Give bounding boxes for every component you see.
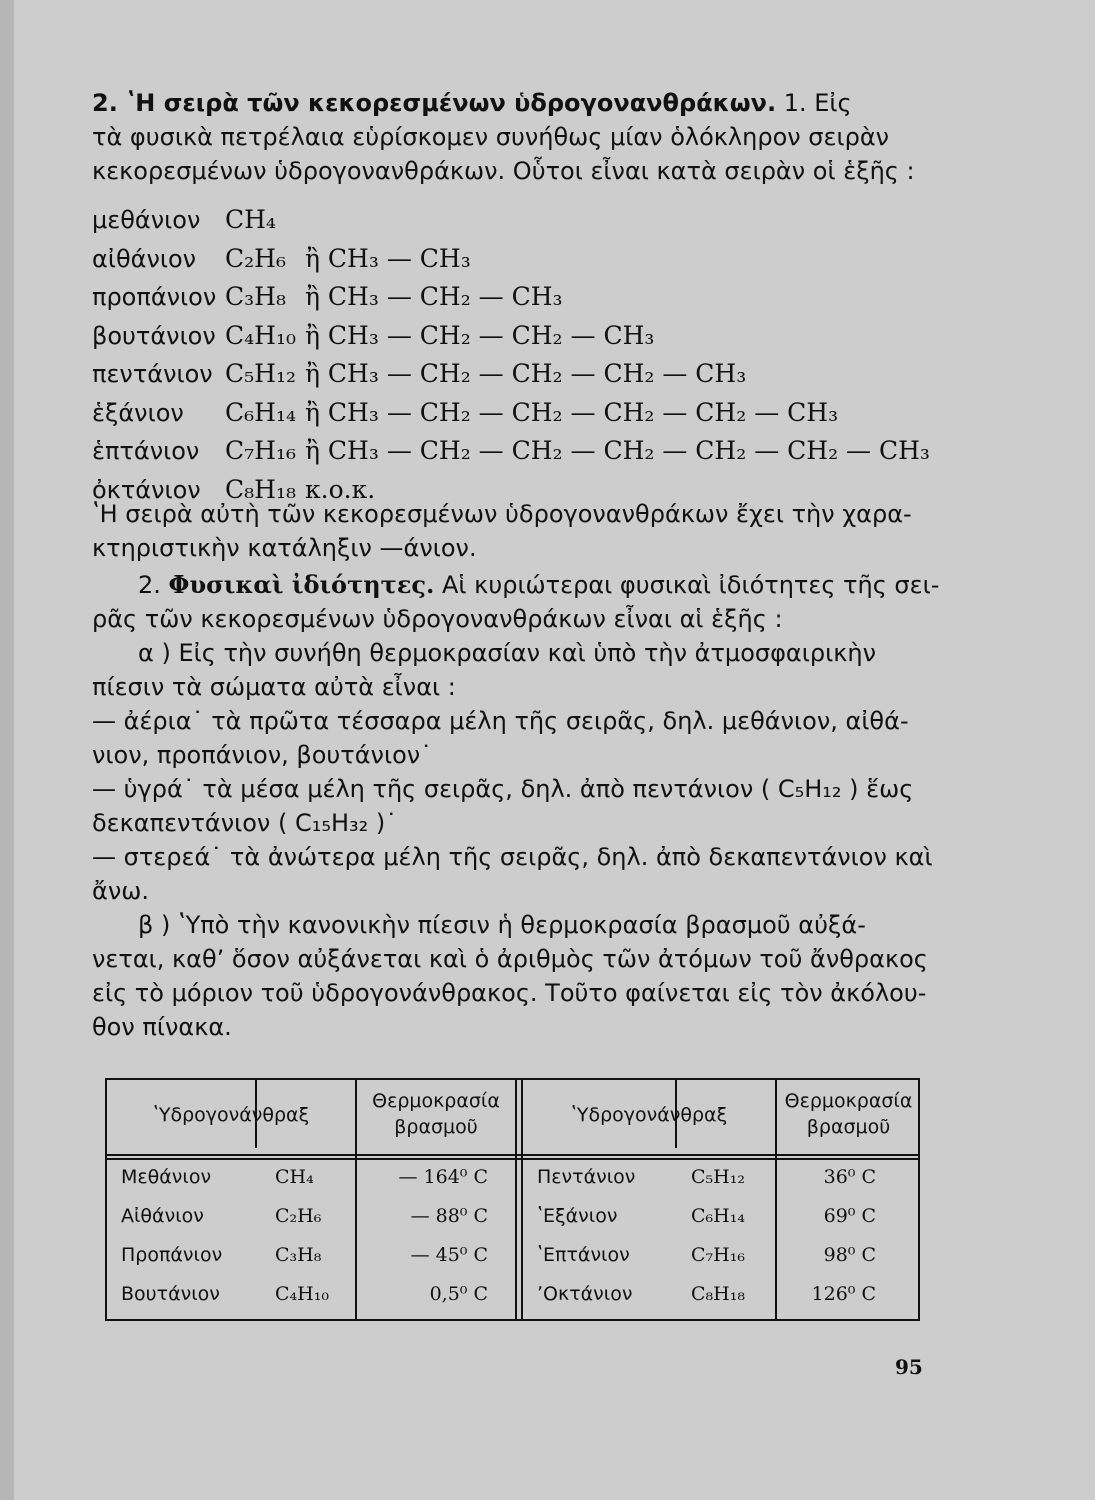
alkane-structure: ἢ CH₃ — CH₃ — [305, 243, 471, 273]
table-cell-name: Μεθάνιον — [121, 1166, 212, 1188]
body-line: β ) ʽΥπὸ τὴν κανονικὴν πίεσιν ἡ θερμοκρασία βρασμοῦ αὐξά- — [138, 911, 866, 939]
boiling-point-table — [105, 1078, 920, 1321]
summary-paragraph — [92, 497, 928, 565]
alkane-structure: ἢ CH₃ — CH₂ — CH₂ — CH₃ — [305, 320, 655, 350]
alkane-name: ἑπτάνιον — [92, 437, 200, 465]
table-cell-bp: 69⁰ C — [823, 1205, 876, 1227]
table-cell-name: ʽΕπτάνιον — [537, 1244, 630, 1266]
body-line: — ὑγρά˙ τὰ μέσα μέλη τῆς σειρᾶς, δηλ. ἀπὸ πεντάνιον ( C₅H₁₂ ) ἕως — [92, 775, 914, 803]
table-cell-bp: — 88⁰ C — [410, 1205, 488, 1227]
alkane-name: μεθάνιον — [92, 206, 201, 234]
table-cell-name: ʼΟκτάνιον — [537, 1283, 633, 1305]
alkane-name: ὀκτάνιον — [92, 475, 201, 504]
table-cell-bp: — 45⁰ C — [410, 1244, 488, 1266]
table-header-boiling-point: Θερμοκρασία βρασμοῦ — [784, 1090, 913, 1138]
table-cell-formula: C₄H₁₀ — [275, 1283, 329, 1305]
alkane-row — [92, 436, 930, 475]
physical-properties-section — [92, 568, 940, 1044]
subsection-title: Φυσικαὶ ἰδιότητες. — [168, 570, 435, 599]
alkane-row — [92, 398, 930, 437]
intro-line: τὰ φυσικὰ πετρέλαια εὑρίσκομεν συνήθως μίαν ὁλόκληρον σειρὰν — [92, 123, 890, 151]
table-cell-bp: 126⁰ C — [811, 1283, 876, 1305]
table-cell-formula: C₆H₁₄ — [691, 1205, 745, 1227]
table-cell-formula: C₇H₁₆ — [691, 1244, 745, 1266]
table-divider — [515, 1080, 517, 1319]
alkane-row — [92, 205, 930, 244]
body-line: — ἀέρια˙ τὰ πρῶτα τέσσαρα μέλη τῆς σειρᾶς, δηλ. μεθάνιον, αἰθά- — [92, 707, 909, 735]
table-cell-bp: 98⁰ C — [823, 1244, 876, 1266]
table-cell-formula: CH₄ — [275, 1166, 314, 1188]
table-cell-name: ʽΕξάνιον — [537, 1205, 618, 1227]
alkane-structure: ἢ CH₃ — CH₂ — CH₃ — [305, 282, 563, 311]
alkane-row — [92, 244, 930, 283]
table-cell-bp: 0,5⁰ C — [429, 1283, 488, 1305]
summary-line: ʽΗ σειρὰ αὐτὴ τῶν κεκορεσμένων ὑδρογονανθράκων ἔχει τὴν χαρα- — [92, 500, 912, 528]
body-line: εἰς τὸ μόριον τοῦ ὑδρογονάνθρακος. Τοῦτο φαίνεται εἰς τὸν ἀκόλου- — [92, 979, 927, 1007]
table-header-hydrocarbon: ʽΥδρογονάνθραξ — [570, 1104, 728, 1126]
table-cell-formula: C₅H₁₂ — [691, 1166, 745, 1188]
alkane-structure: ἢ CH₃ — CH₂ — CH₂ — CH₂ — CH₂ — CH₂ — CH₃ — [305, 436, 930, 465]
intro-line: 1. Εἰς — [776, 89, 852, 117]
table-cell-formula: C₃H₈ — [275, 1244, 322, 1266]
body-line: θον πίνακα. — [92, 1013, 232, 1041]
alkane-formula: C₆H₁₄ — [225, 397, 296, 427]
table-cell-bp: — 164⁰ C — [398, 1166, 488, 1188]
summary-line: κτηριστικὴν κατάληξιν —άνιον. — [92, 534, 477, 562]
alkane-name: βουτάνιον — [92, 321, 216, 350]
alkane-structure: ἢ CH₃ — CH₂ — CH₂ — CH₂ — CH₂ — CH₃ — [305, 397, 839, 427]
alkane-name: ἑξάνιον — [92, 398, 184, 427]
alkane-row — [92, 321, 930, 360]
table-header-rule — [107, 1154, 918, 1160]
body-line: ρᾶς τῶν κεκορεσμένων ὑδρογονανθράκων εἶναι αἱ ἑξῆς : — [92, 605, 783, 633]
body-line: νεται, καθʼ ὅσον αὐξάνεται καὶ ὁ ἀριθμὸς τῶν ἀτόμων τοῦ ἄνθρακος — [92, 945, 928, 973]
table-cell-formula: C₂H₆ — [275, 1205, 322, 1227]
body-line: πίεσιν τὰ σώματα αὐτὰ εἶναι : — [92, 673, 456, 701]
body-line: — στερεά˙ τὰ ἀνώτερα μέλη τῆς σειρᾶς, δηλ. ἀπὸ δεκαπεντάνιον καὶ — [92, 843, 933, 871]
table-header-hydrocarbon: ʽΥδρογονάνθραξ — [152, 1104, 310, 1126]
alkane-name: αἰθάνιον — [92, 244, 197, 273]
alkane-row — [92, 282, 930, 321]
table-header-boiling-point: Θερμοκρασία βρασμοῦ — [372, 1090, 500, 1138]
alkane-formula: C₃H₈ — [225, 282, 286, 311]
alkane-formula: C₅H₁₂ — [225, 359, 296, 388]
alkane-formula: C₄H₁₀ — [225, 320, 296, 350]
table-cell-name: Αἰθάνιον — [121, 1205, 204, 1227]
alkane-structure: ἢ CH₃ — CH₂ — CH₂ — CH₂ — CH₃ — [305, 359, 747, 388]
alkane-name: προπάνιον — [92, 283, 217, 311]
page-gutter — [0, 0, 14, 1500]
alkane-formula: C₈H₁₈ — [225, 474, 296, 504]
table-cell-name: Βουτάνιον — [121, 1283, 220, 1305]
table-cell-name: Προπάνιον — [121, 1244, 223, 1266]
body-line: νιον, προπάνιον, βουτάνιον˙ — [92, 741, 433, 769]
section-heading: 2. ʽΗ σειρὰ τῶν κεκορεσμένων ὑδρογονανθράκων. — [92, 89, 777, 117]
page-number: 95 — [895, 1355, 923, 1379]
alkane-formula: CH₄ — [225, 205, 276, 234]
alkane-name: πεντάνιον — [92, 360, 213, 388]
table-cell-formula: C₈H₁₈ — [691, 1283, 745, 1305]
body-line: Αἱ κυριώτεραι φυσικαὶ ἰδιότητες τῆς σει- — [434, 571, 940, 599]
table-cell-bp: 36⁰ C — [823, 1166, 876, 1188]
intro-paragraph — [92, 86, 928, 188]
alkane-series-list — [92, 205, 930, 513]
alkane-structure: κ.ο.κ. — [305, 474, 376, 504]
body-line: α ) Εἰς τὴν συνήθη θερμοκρασίαν καὶ ὑπὸ τὴν ἀτμοσφαιρικὴν — [138, 639, 876, 667]
intro-line: κεκορεσμένων ὑδρογονανθράκων. Οὗτοι εἶναι κατὰ σειρὰν οἱ ἑξῆς : — [92, 157, 915, 185]
body-line: ἄνω. — [92, 877, 149, 905]
alkane-formula: C₂H₆ — [225, 243, 286, 273]
alkane-formula: C₇H₁₆ — [225, 436, 296, 465]
body-line: δεκαπεντάνιον ( C₁₅H₃₂ )˙ — [92, 809, 398, 837]
subsection-number: 2. — [138, 571, 169, 599]
table-cell-name: Πεντάνιον — [537, 1166, 636, 1188]
alkane-row — [92, 359, 930, 398]
